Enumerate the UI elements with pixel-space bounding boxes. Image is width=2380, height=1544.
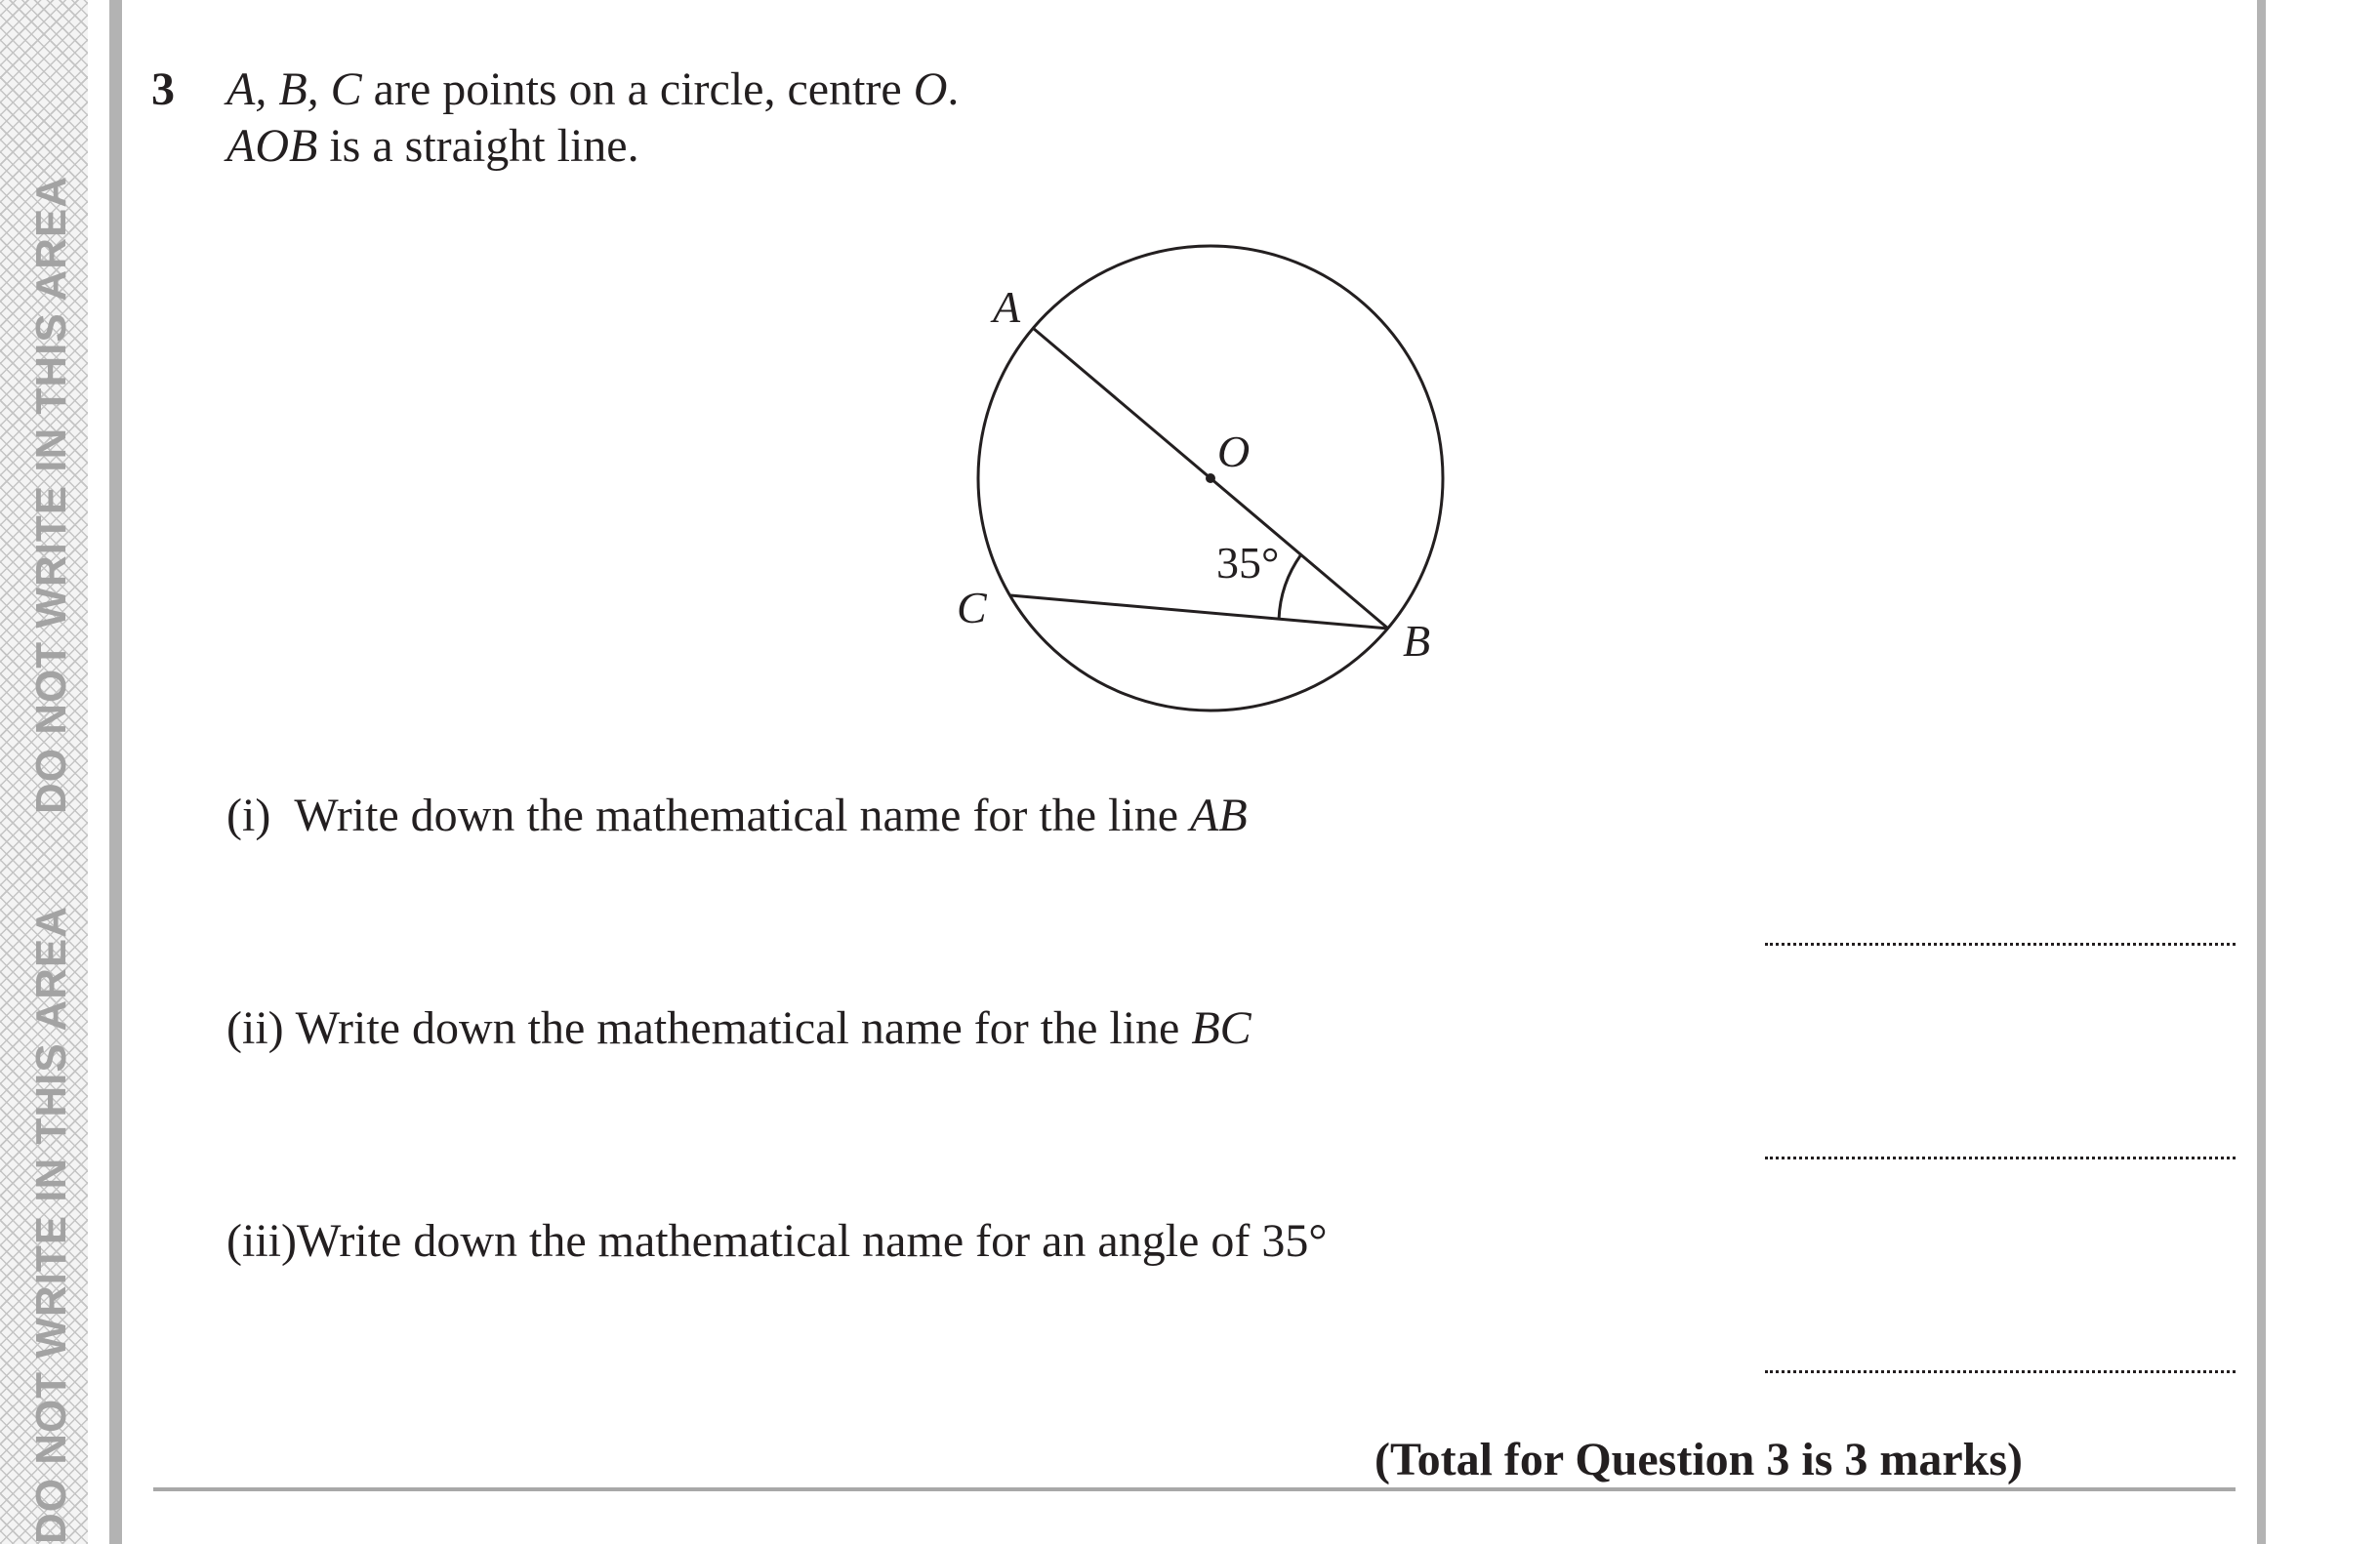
do-not-write-warning: DO NOT WRITE IN THIS AREA bbox=[27, 175, 75, 814]
circle-diagram bbox=[918, 224, 1464, 732]
part-iii-label: (iii) bbox=[226, 1215, 297, 1267]
centre-point bbox=[1206, 473, 1215, 483]
line-aob-label: AOB bbox=[226, 120, 318, 172]
angle-arc bbox=[1279, 554, 1301, 620]
part-i-label: (i) bbox=[226, 790, 271, 841]
points-label: A, B, C bbox=[226, 63, 362, 115]
question-number: 3 bbox=[151, 63, 175, 115]
stem-text: are points on a circle, centre bbox=[361, 63, 914, 115]
angle-label: 35° bbox=[1216, 538, 1280, 588]
point-a-label: A bbox=[993, 282, 1021, 332]
answer-line-iii[interactable] bbox=[1765, 1370, 2236, 1373]
chord-bc bbox=[1010, 595, 1388, 629]
point-c-label: C bbox=[957, 583, 987, 632]
margin-border bbox=[109, 0, 122, 1544]
answer-line-i[interactable] bbox=[1765, 943, 2236, 946]
question-divider bbox=[153, 1487, 2236, 1491]
page-border-right bbox=[2257, 0, 2266, 1544]
part-iii-question bbox=[226, 1214, 1328, 1268]
part-i-question bbox=[226, 789, 1248, 842]
margin-hatch-strip bbox=[0, 0, 88, 1544]
part-ii-question bbox=[226, 1001, 1252, 1055]
part-i-text: Write down the mathematical name for the line bbox=[294, 790, 1191, 841]
answer-line-ii[interactable] bbox=[1765, 1157, 2236, 1159]
point-b-label: B bbox=[1403, 616, 1431, 666]
part-ii-line-label: BC bbox=[1191, 1002, 1252, 1054]
part-i-line-label: AB bbox=[1190, 790, 1248, 841]
question-stem bbox=[226, 62, 959, 116]
part-ii-text: Write down the mathematical name for the line bbox=[295, 1002, 1192, 1054]
part-ii-label: (ii) bbox=[226, 1002, 284, 1054]
question-stem-line2 bbox=[226, 119, 639, 173]
do-not-write-warning: DO NOT WRITE IN THIS AREA bbox=[27, 905, 75, 1544]
total-marks: (Total for Question 3 is 3 marks) bbox=[1375, 1434, 2024, 1485]
stem-end: . bbox=[947, 63, 960, 115]
point-o-label: O bbox=[1217, 427, 1251, 476]
stem-line2-text: is a straight line. bbox=[317, 120, 639, 172]
centre-label: O bbox=[913, 63, 948, 115]
part-iii-text: Write down the mathematical name for an angle of 35° bbox=[296, 1215, 1328, 1267]
